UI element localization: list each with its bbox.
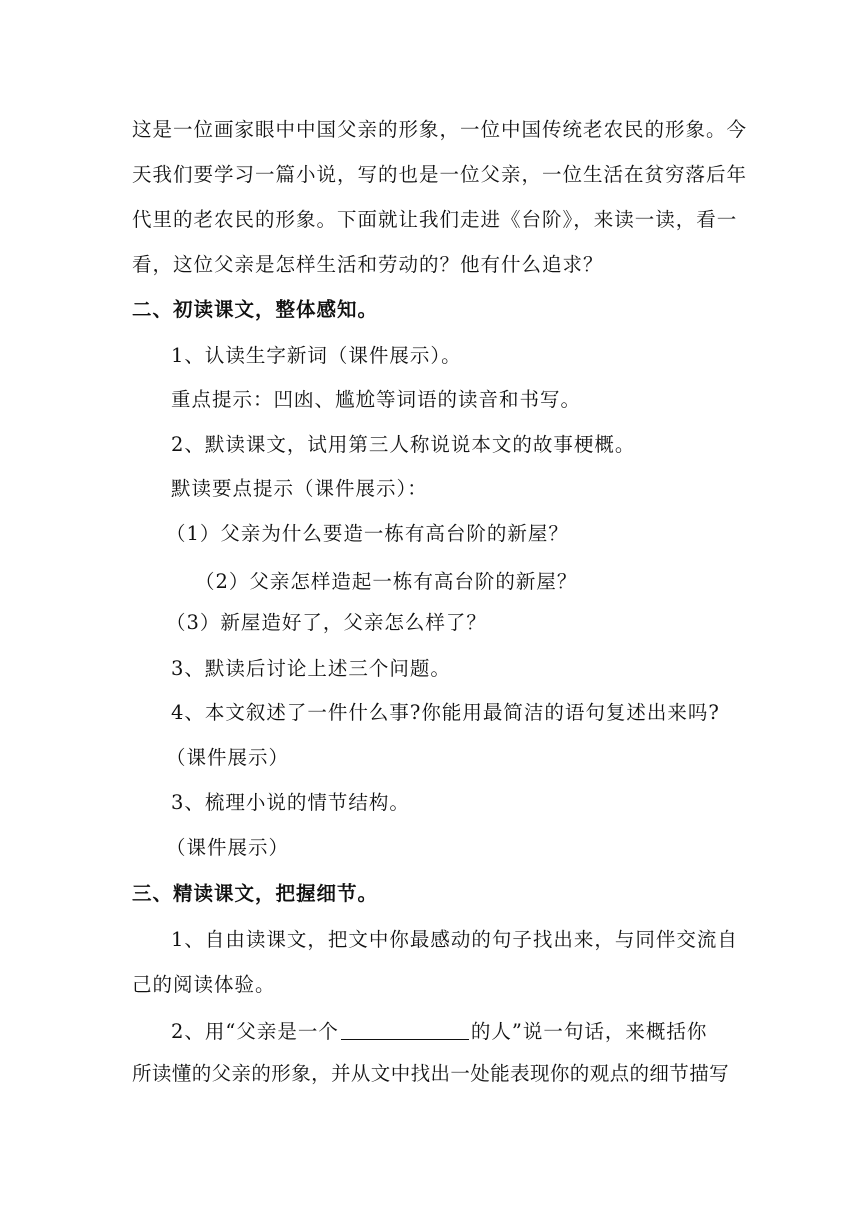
section-3-item-1-line-2: 己的阅读体验。	[132, 973, 276, 996]
intro-line-2: 天我们要学习一篇小说，写的也是一位父亲，一位生活在贫穷落后年	[132, 163, 748, 186]
section-3-item-2-line-2: 所读懂的父亲的形象，并从文中找出一处能表现你的观点的细节描写	[132, 1062, 730, 1085]
section-2-item: 3、梳理小说的情节结构。	[171, 791, 410, 814]
section-3-item-2-line-1	[171, 1021, 707, 1042]
fill-in-blank	[341, 1021, 469, 1040]
section-2-question-3: （3）新屋造好了，父亲怎么样了？	[166, 611, 487, 634]
section-2-note: （课件展示）	[166, 836, 290, 859]
section-3-heading: 三、精读课文，把握细节。	[132, 882, 379, 905]
section-2-item: 2、默读课文，试用第三人称说说本文的故事梗概。	[171, 433, 636, 456]
section-2-item: 3、默读后讨论上述三个问题。	[171, 657, 451, 680]
intro-line-4: 看，这位父亲是怎样生活和劳动的？他有什么追求？	[132, 253, 604, 276]
section-2-question-1: （1）父亲为什么要造一栋有高台阶的新屋？	[166, 522, 569, 545]
section-2-item: 1、认读生字新词（课件展示）。	[171, 344, 462, 367]
item-2-prefix: 2、用“父亲是一个	[171, 1020, 339, 1043]
section-2-item: 4、本文叙述了一件什么事?你能用最简洁的语句复述出来吗?	[171, 701, 720, 724]
intro-line-1: 这是一位画家眼中中国父亲的形象，一位中国传统老农民的形象。今	[132, 118, 748, 141]
section-3-item-1-line-1: 1、自由读课文，把文中你最感动的句子找出来，与同伴交流自	[171, 928, 738, 951]
section-2-question-2: （2）父亲怎样造起一栋有高台阶的新屋？	[195, 570, 578, 593]
intro-line-3: 代里的老农民的形象。下面就让我们走进《台阶》，来读一读，看一	[132, 208, 738, 231]
item-2-suffix: 的人”说一句话，来概括你	[470, 1020, 708, 1043]
section-2-item: 重点提示：凹凼、尴尬等词语的读音和书写。	[171, 388, 582, 411]
section-2-item: 默读要点提示（课件展示）：	[171, 477, 428, 500]
section-2-heading: 二、初读课文，整体感知。	[132, 298, 379, 321]
section-2-note: （课件展示）	[166, 746, 290, 769]
